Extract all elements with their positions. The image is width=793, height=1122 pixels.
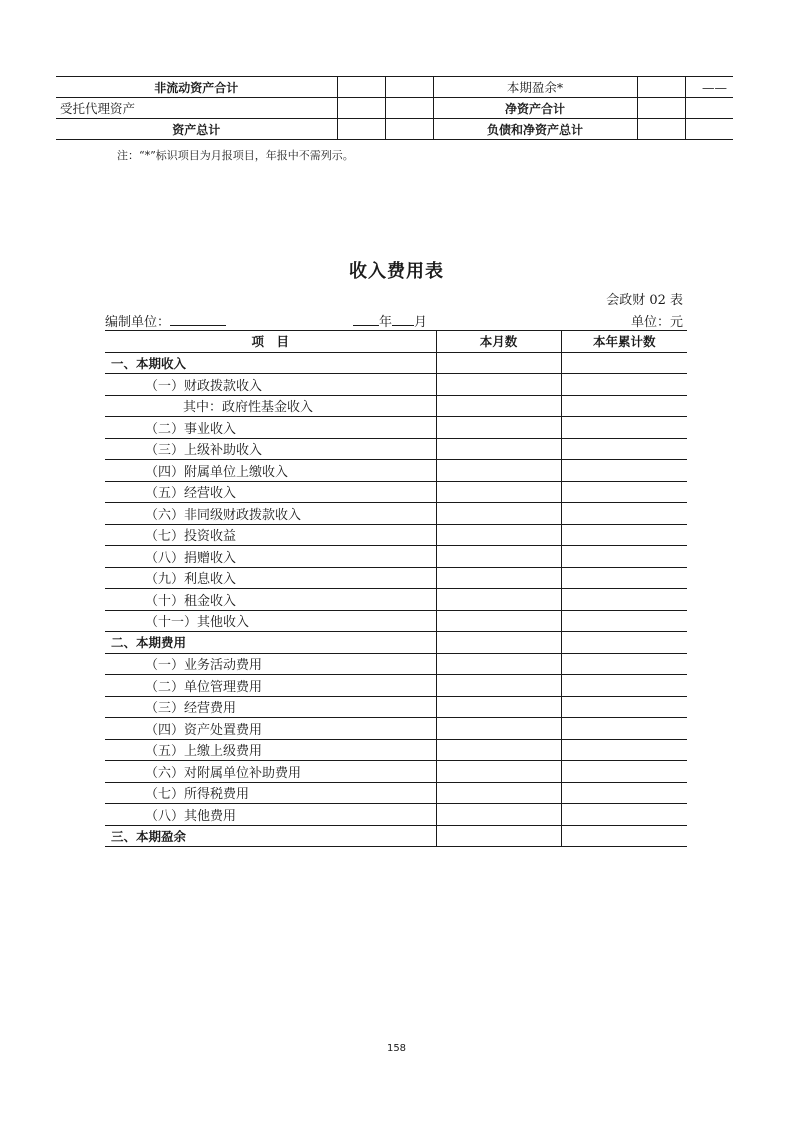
table-row <box>105 567 687 589</box>
ytd-value-cell <box>561 782 687 804</box>
month-label: 月 <box>414 315 428 330</box>
table-row <box>56 119 733 140</box>
month-value-cell <box>436 610 561 632</box>
ytd-value-cell <box>561 438 687 460</box>
current-surplus-dash: —— <box>685 77 733 98</box>
row-label: （十一）其他收入 <box>105 610 436 632</box>
header-month: 本月数 <box>436 331 561 353</box>
month-value-cell <box>436 481 561 503</box>
income-expense-table <box>105 330 687 847</box>
month-value-cell <box>436 374 561 396</box>
month-value-cell <box>436 395 561 417</box>
ytd-value-cell <box>561 395 687 417</box>
row-label: （九）利息收入 <box>105 567 436 589</box>
header-ytd: 本年累计数 <box>561 331 687 353</box>
table-row <box>105 825 687 847</box>
table-row <box>105 546 687 568</box>
row-label: （七）投资收益 <box>105 524 436 546</box>
table-row <box>105 460 687 482</box>
ytd-value-cell <box>561 653 687 675</box>
row-label: 其中：政府性基金收入 <box>105 395 436 417</box>
row-label: 二、本期费用 <box>105 632 436 654</box>
table-row <box>105 417 687 439</box>
ytd-value-cell <box>561 374 687 396</box>
ytd-value-cell <box>561 718 687 740</box>
ytd-value-cell <box>561 460 687 482</box>
form-number: 会政财 02 表 <box>606 293 683 308</box>
ytd-value-cell <box>561 825 687 847</box>
table-cell <box>337 98 385 119</box>
row-label: （六）对附属单位补助费用 <box>105 761 436 783</box>
month-value-cell <box>436 503 561 525</box>
table-cell <box>685 119 733 140</box>
current-surplus-label: 本期盈余* <box>433 77 637 98</box>
currency-unit: 单位：元 <box>630 315 683 330</box>
row-label: （一）业务活动费用 <box>105 653 436 675</box>
noncurrent-assets-total-label: 非流动资产合计 <box>56 77 337 98</box>
table-row <box>105 374 687 396</box>
row-label: （五）经营收入 <box>105 481 436 503</box>
table-header-row <box>105 331 687 353</box>
row-label: （三）经营费用 <box>105 696 436 718</box>
table-row <box>105 761 687 783</box>
table-row <box>56 77 733 98</box>
month-value-cell <box>436 567 561 589</box>
ytd-value-cell <box>561 417 687 439</box>
ytd-value-cell <box>561 481 687 503</box>
liabilities-net-assets-total-label: 负债和净资产总计 <box>433 119 637 140</box>
ytd-value-cell <box>561 761 687 783</box>
table-row <box>105 352 687 374</box>
month-value-cell <box>436 653 561 675</box>
month-value-cell <box>436 632 561 654</box>
month-value-cell <box>436 524 561 546</box>
month-value-cell <box>436 804 561 826</box>
row-label: （二）事业收入 <box>105 417 436 439</box>
row-label: （一）财政拨款收入 <box>105 374 436 396</box>
month-value-cell <box>436 460 561 482</box>
ytd-value-cell <box>561 610 687 632</box>
row-label: （十）租金收入 <box>105 589 436 611</box>
table-row <box>105 718 687 740</box>
month-value-cell <box>436 675 561 697</box>
month-value-cell <box>436 739 561 761</box>
preparer-row <box>105 311 226 330</box>
table-row <box>105 481 687 503</box>
table-row <box>105 739 687 761</box>
table-cell <box>337 119 385 140</box>
table-row <box>105 610 687 632</box>
row-label: 一、本期收入 <box>105 352 436 374</box>
year-label: 年 <box>379 315 393 330</box>
balance-sheet-fragment <box>56 76 733 140</box>
month-value-cell <box>436 782 561 804</box>
page-number: 158 <box>386 1043 407 1054</box>
preparer-label: 编制单位： <box>105 315 171 330</box>
table-cell <box>385 119 433 140</box>
table-cell <box>637 119 685 140</box>
ytd-value-cell <box>561 524 687 546</box>
table-row <box>105 782 687 804</box>
month-value-cell <box>436 546 561 568</box>
month-value-cell <box>436 761 561 783</box>
table-cell <box>685 98 733 119</box>
month-value-cell <box>436 417 561 439</box>
table-row <box>105 524 687 546</box>
ytd-value-cell <box>561 804 687 826</box>
ytd-value-cell <box>561 352 687 374</box>
row-label: 三、本期盈余 <box>105 825 436 847</box>
month-value-cell <box>436 352 561 374</box>
row-label: （四）附属单位上缴收入 <box>105 460 436 482</box>
header-item: 项 目 <box>105 331 436 353</box>
table-row <box>105 804 687 826</box>
ytd-value-cell <box>561 632 687 654</box>
ytd-value-cell <box>561 503 687 525</box>
month-value-cell <box>436 718 561 740</box>
ytd-value-cell <box>561 696 687 718</box>
page-title: 收入费用表 <box>349 261 444 282</box>
row-label: （三）上级补助收入 <box>105 438 436 460</box>
row-label: （二）单位管理费用 <box>105 675 436 697</box>
table-cell <box>637 98 685 119</box>
table-row <box>105 653 687 675</box>
month-blank <box>392 312 414 326</box>
ytd-value-cell <box>561 546 687 568</box>
table-row <box>105 696 687 718</box>
row-label: （五）上缴上级费用 <box>105 739 436 761</box>
row-label: （八）捐赠收入 <box>105 546 436 568</box>
ytd-value-cell <box>561 675 687 697</box>
table-cell <box>385 77 433 98</box>
table-row <box>105 632 687 654</box>
footnote: 注：“*”标识项目为月报项目，年报中不需列示。 <box>117 149 354 162</box>
ytd-value-cell <box>561 567 687 589</box>
entrusted-assets-label: 受托代理资产 <box>56 98 337 119</box>
table-row <box>105 675 687 697</box>
preparer-blank <box>170 312 226 326</box>
month-value-cell <box>436 825 561 847</box>
year-blank <box>353 312 379 326</box>
net-assets-total-label: 净资产合计 <box>433 98 637 119</box>
total-assets-label: 资产总计 <box>56 119 337 140</box>
month-value-cell <box>436 589 561 611</box>
table-row <box>105 503 687 525</box>
ytd-value-cell <box>561 589 687 611</box>
row-label: （四）资产处置费用 <box>105 718 436 740</box>
table-cell <box>385 98 433 119</box>
table-cell <box>337 77 385 98</box>
month-value-cell <box>436 696 561 718</box>
ytd-value-cell <box>561 739 687 761</box>
table-row <box>56 98 733 119</box>
row-label: （六）非同级财政拨款收入 <box>105 503 436 525</box>
table-cell <box>637 77 685 98</box>
month-value-cell <box>436 438 561 460</box>
period-row <box>353 311 427 330</box>
row-label: （八）其他费用 <box>105 804 436 826</box>
table-row <box>105 589 687 611</box>
row-label: （七）所得税费用 <box>105 782 436 804</box>
table-row <box>105 395 687 417</box>
table-row <box>105 438 687 460</box>
